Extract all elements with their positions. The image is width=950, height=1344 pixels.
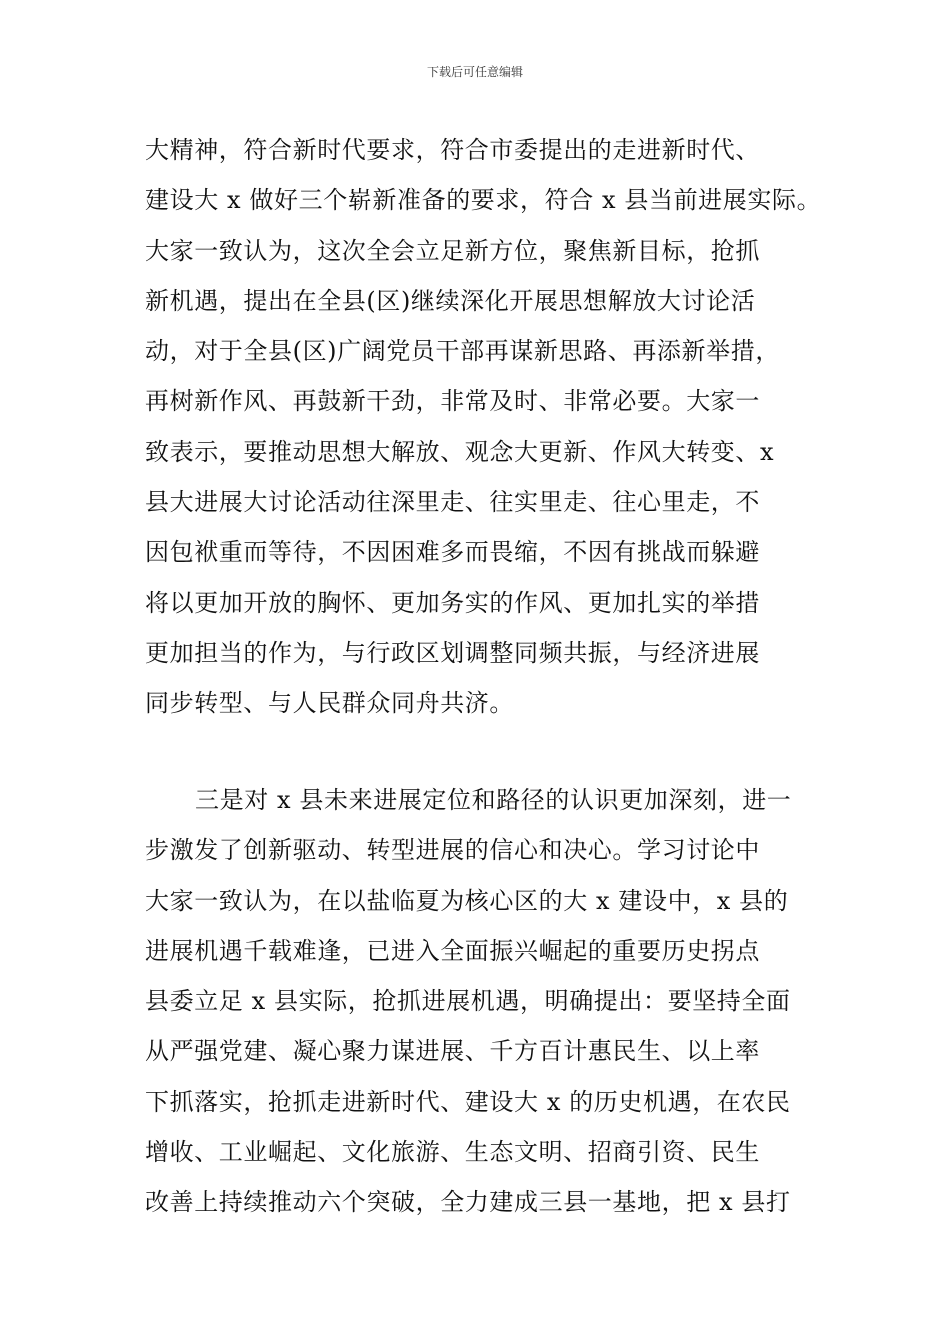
- text-line: 大精神，符合新时代要求，符合市委提出的走进新时代、: [145, 136, 760, 164]
- paragraph-1: [145, 125, 825, 729]
- text-line: 将以更加开放的胸怀、更加务实的作风、更加扎实的举措: [145, 588, 760, 617]
- text-line: 县大进展大讨论活动往深里走、往实里走、往心里走，不: [145, 488, 760, 517]
- text-line: 进展机遇千载难逢，已进入全面振兴崛起的重要历史拐点: [145, 936, 760, 965]
- text-line-indented: 三是对 x 县未来进展定位和路径的认识更加深刻，进一: [195, 786, 792, 814]
- text-line: 同步转型、与人民群众同舟共济。: [145, 689, 514, 718]
- text-line: 增收、工业崛起、文化旅游、生态文明、招商引资、民生: [145, 1138, 760, 1167]
- text-line: 大家一致认为，这次全会立足新方位，聚焦新目标，抢抓: [145, 236, 760, 265]
- text-line: 从严强党建、凝心聚力谋进展、千方百计惠民生、以上率: [145, 1037, 760, 1066]
- text-line: 更加担当的作为，与行政区划调整同频共振，与经济进展: [145, 638, 760, 667]
- text-line: 致表示，要推动思想大解放、观念大更新、作风大转变、x: [145, 437, 775, 466]
- text-line: 大家一致认为，在以盐临夏为核心区的大 x 建设中，x 县的: [145, 886, 789, 915]
- text-line: 再树新作风、再鼓新干劲，非常及时、非常必要。大家一: [145, 387, 760, 416]
- text-line: 县委立足 x 县实际，抢抓进展机遇，明确提出：要坚持全面: [145, 987, 791, 1016]
- page-header: 下载后可任意编辑: [426, 65, 523, 79]
- text-line: 新机遇，提出在全县(区)继续深化开展思想解放大讨论活: [145, 286, 756, 315]
- text-line: 建设大 x 做好三个崭新准备的要求，符合 x 县当前进展实际。: [145, 186, 822, 215]
- paragraph-2: [145, 775, 825, 1228]
- text-line: 步激发了创新驱动、转型进展的信心和决心。学习讨论中: [145, 836, 760, 865]
- text-line: 因包袱重而等待，不因困难多而畏缩，不因有挑战而躲避: [145, 538, 760, 567]
- text-line: 改善上持续推动六个突破，全力建成三县一基地，把 x 县打: [145, 1188, 791, 1217]
- text-line: 动，对于全县(区)广阔党员干部再谋新思路、再添新举措，: [145, 337, 780, 366]
- text-line: 下抓落实，抢抓走进新时代、建设大 x 的历史机遇，在农民: [145, 1087, 791, 1116]
